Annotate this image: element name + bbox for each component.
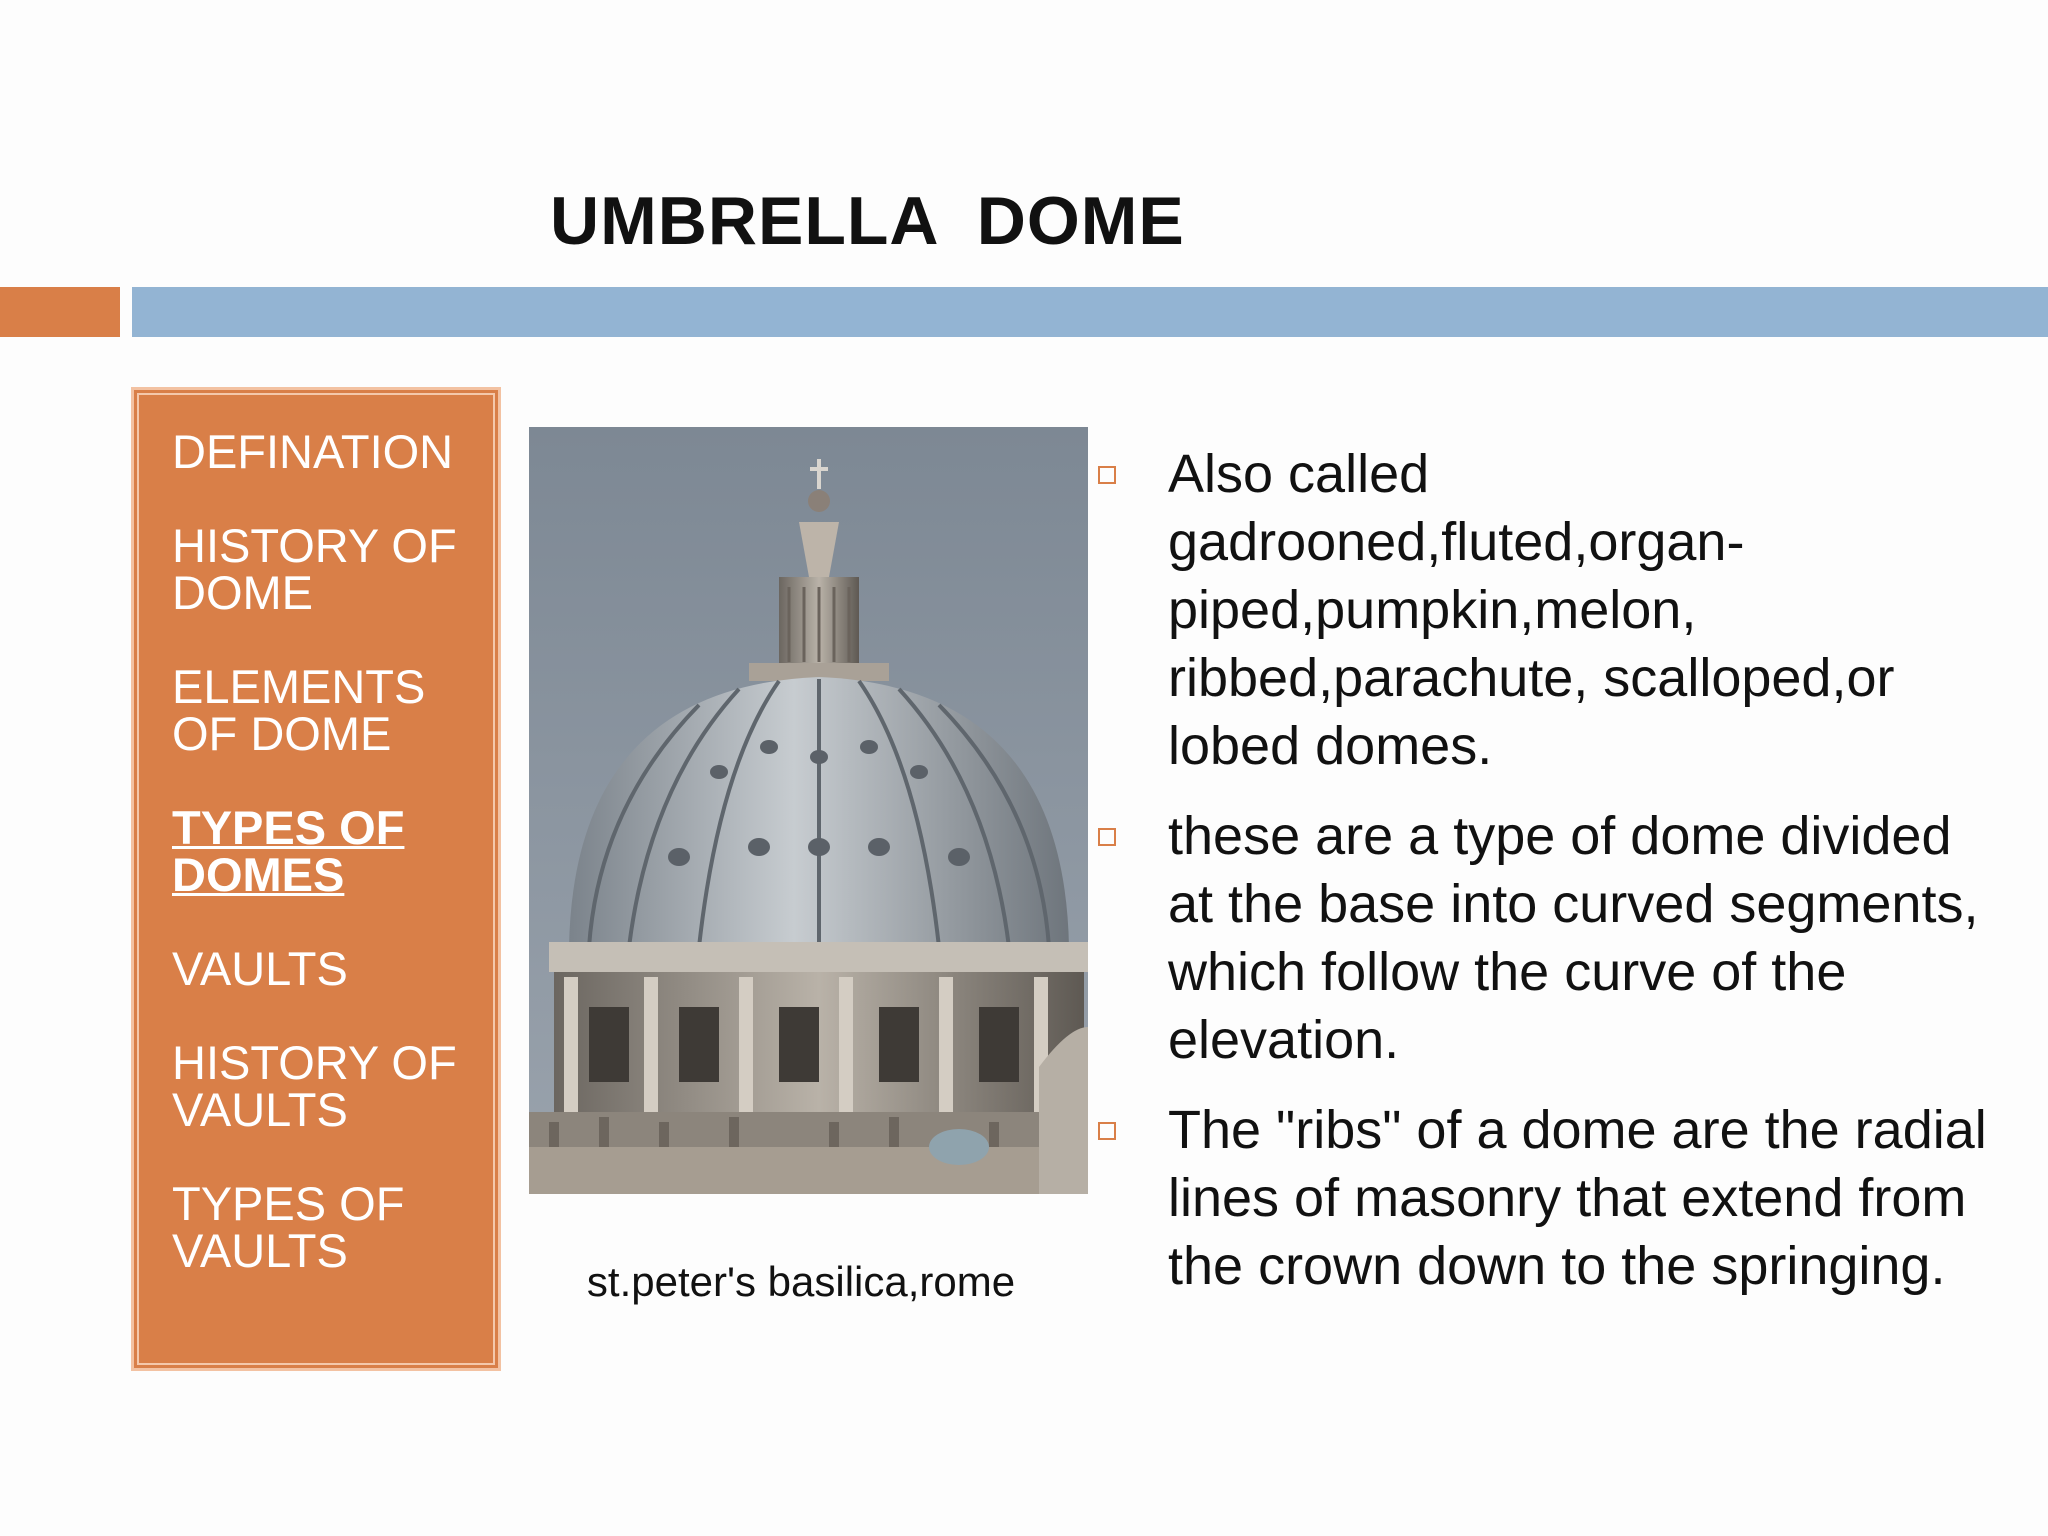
slide-title: UMBRELLA DOME bbox=[550, 183, 1185, 259]
bullet-item bbox=[1098, 440, 1998, 780]
bullet-text: these are a type of dome divided at the base into curved segments, which follow the curve of the elevation. bbox=[1168, 806, 1979, 1070]
sidebar-item-types-of-domes[interactable]: TYPES OF DOMES bbox=[172, 801, 405, 901]
bullet-text: Also called gadrooned,fluted,organ-piped,pumpkin,melon, ribbed,parachute, scalloped,or lobed domes. bbox=[1168, 444, 1895, 776]
photo-caption: st.peter's basilica,rome bbox=[586, 1258, 1016, 1305]
sidebar-item-vaults[interactable]: VAULTS bbox=[172, 942, 348, 995]
sidebar-item-defination[interactable]: DEFINATION bbox=[172, 425, 454, 478]
sidebar-item-history-of-vaults[interactable]: HISTORY OF VAULTS bbox=[172, 1036, 457, 1136]
bullet-text: The "ribs" of a dome are the radial lines of masonry that extend from the crown down to the springing. bbox=[1168, 1100, 1987, 1296]
bullet-list bbox=[1098, 440, 1998, 1322]
accent-bar-orange bbox=[0, 287, 120, 337]
dome-photo bbox=[529, 427, 1088, 1194]
bullet-square-icon bbox=[1098, 828, 1116, 846]
sidebar-list bbox=[134, 390, 498, 1277]
bullet-square-icon bbox=[1098, 1122, 1116, 1140]
sidebar-item-history-of-dome[interactable]: HISTORY OF DOME bbox=[172, 519, 457, 619]
sidebar-nav bbox=[131, 387, 501, 1371]
bullet-square-icon bbox=[1098, 466, 1116, 484]
sidebar-item-elements-of-dome[interactable]: ELEMENTS OF DOME bbox=[172, 660, 426, 760]
sidebar-item-types-of-vaults[interactable]: TYPES OF VAULTS bbox=[172, 1177, 405, 1277]
accent-bar-blue bbox=[132, 287, 2048, 337]
bullet-item bbox=[1098, 802, 1998, 1074]
bullet-item bbox=[1098, 1096, 1998, 1300]
